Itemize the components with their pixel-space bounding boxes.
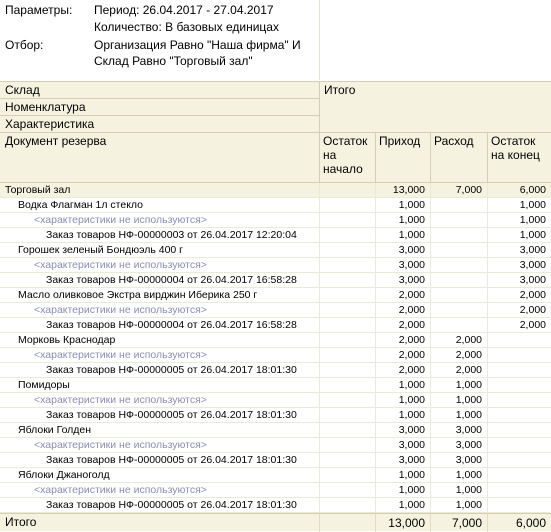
report-parameters bbox=[0, 0, 320, 80]
cell-receipt: 1,000 bbox=[375, 483, 430, 498]
cell-opening-balance bbox=[319, 243, 375, 258]
header-opening-balance: Остаток на начало bbox=[323, 134, 368, 176]
header-warehouse: Склад bbox=[5, 83, 40, 97]
cell-receipt: 1,000 bbox=[375, 468, 430, 483]
cell-opening-balance bbox=[319, 303, 375, 318]
cell-closing-balance bbox=[487, 483, 551, 498]
cell-receipt: 1,000 bbox=[375, 228, 430, 243]
cell-expense bbox=[430, 198, 487, 213]
cell-closing-balance bbox=[487, 408, 551, 423]
cell-closing-balance: 3,000 bbox=[487, 243, 551, 258]
cell-expense bbox=[430, 288, 487, 303]
cell-receipt: 3,000 bbox=[375, 243, 430, 258]
total-row bbox=[0, 513, 551, 531]
row-name: Морковь Краснодар bbox=[18, 334, 116, 346]
cell-opening-balance bbox=[319, 288, 375, 303]
total-label: Итого bbox=[5, 515, 37, 529]
cell-closing-balance: 1,000 bbox=[487, 228, 551, 243]
cell-expense: 2,000 bbox=[430, 348, 487, 363]
cell-receipt: 3,000 bbox=[375, 453, 430, 468]
row-name: <характеристики не используются> bbox=[34, 214, 207, 226]
cell-receipt: 1,000 bbox=[375, 498, 430, 513]
table-header bbox=[0, 81, 551, 183]
table-body bbox=[0, 183, 551, 531]
row-name: Заказ товаров НФ-00000004 от 26.04.2017 16:58:28 bbox=[46, 274, 297, 286]
header-expense: Расход bbox=[434, 134, 474, 148]
cell-opening-balance bbox=[319, 453, 375, 468]
table-row[interactable] bbox=[0, 183, 551, 198]
row-name: Горошек зеленый Бондюэль 400 г bbox=[18, 244, 183, 256]
table-row[interactable] bbox=[0, 408, 551, 423]
parameters-label: Параметры: bbox=[5, 3, 73, 17]
row-name: Торговый зал bbox=[5, 184, 71, 196]
cell-opening-balance bbox=[319, 258, 375, 273]
row-name: <характеристики не используются> bbox=[34, 349, 207, 361]
cell-expense: 3,000 bbox=[430, 423, 487, 438]
header-characteristic: Характеристика bbox=[5, 117, 95, 131]
cell-receipt: 2,000 bbox=[375, 288, 430, 303]
cell-closing-balance bbox=[487, 348, 551, 363]
row-name: <характеристики не используются> bbox=[34, 304, 207, 316]
cell-opening-balance bbox=[319, 348, 375, 363]
cell-opening-balance bbox=[319, 183, 375, 198]
cell-expense bbox=[430, 228, 487, 243]
cell-expense: 3,000 bbox=[430, 438, 487, 453]
cell-closing-balance: 1,000 bbox=[487, 198, 551, 213]
cell-opening-balance bbox=[319, 273, 375, 288]
cell-expense bbox=[430, 303, 487, 318]
cell-closing-balance: 1,000 bbox=[487, 213, 551, 228]
cell-closing-balance bbox=[487, 453, 551, 468]
cell-closing-balance bbox=[487, 498, 551, 513]
row-name: Помидоры bbox=[18, 379, 70, 391]
total-expense: 7,000 bbox=[430, 514, 487, 532]
row-name: Заказ товаров НФ-00000005 от 26.04.2017 18:01:30 bbox=[46, 364, 297, 376]
cell-opening-balance bbox=[319, 498, 375, 513]
row-name: Заказ товаров НФ-00000005 от 26.04.2017 18:01:30 bbox=[46, 409, 297, 421]
table-row[interactable] bbox=[0, 213, 551, 228]
cell-closing-balance: 2,000 bbox=[487, 303, 551, 318]
cell-closing-balance: 2,000 bbox=[487, 318, 551, 333]
cell-expense: 1,000 bbox=[430, 483, 487, 498]
filter-label: Отбор: bbox=[5, 38, 44, 52]
total-closing-balance: 6,000 bbox=[487, 514, 551, 532]
cell-closing-balance: 3,000 bbox=[487, 258, 551, 273]
table-row[interactable] bbox=[0, 378, 551, 393]
cell-receipt: 3,000 bbox=[375, 423, 430, 438]
cell-opening-balance bbox=[319, 393, 375, 408]
cell-closing-balance bbox=[487, 393, 551, 408]
cell-opening-balance bbox=[319, 333, 375, 348]
table-row[interactable] bbox=[0, 468, 551, 483]
cell-expense bbox=[430, 273, 487, 288]
row-name: <характеристики не используются> bbox=[34, 394, 207, 406]
table-row[interactable] bbox=[0, 423, 551, 438]
table-row[interactable] bbox=[0, 483, 551, 498]
table-row[interactable] bbox=[0, 453, 551, 468]
cell-receipt: 2,000 bbox=[375, 363, 430, 378]
cell-expense: 3,000 bbox=[430, 453, 487, 468]
cell-expense: 1,000 bbox=[430, 408, 487, 423]
cell-receipt: 1,000 bbox=[375, 408, 430, 423]
cell-receipt: 1,000 bbox=[375, 213, 430, 228]
cell-opening-balance bbox=[319, 228, 375, 243]
quantity-text: Количество: В базовых единицах bbox=[94, 20, 279, 34]
header-receipt: Приход bbox=[379, 134, 421, 148]
table-row[interactable] bbox=[0, 438, 551, 453]
cell-receipt: 13,000 bbox=[375, 183, 430, 198]
cell-closing-balance bbox=[487, 423, 551, 438]
row-name: Масло оливковое Экстра вирджин Иберика 250 г bbox=[18, 289, 258, 301]
cell-opening-balance bbox=[319, 438, 375, 453]
cell-opening-balance bbox=[319, 483, 375, 498]
cell-closing-balance: 6,000 bbox=[487, 183, 551, 198]
cell-expense bbox=[430, 318, 487, 333]
cell-receipt: 2,000 bbox=[375, 348, 430, 363]
row-name: Заказ товаров НФ-00000003 от 26.04.2017 12:20:04 bbox=[46, 229, 297, 241]
cell-expense: 1,000 bbox=[430, 378, 487, 393]
table-row[interactable] bbox=[0, 498, 551, 513]
cell-opening-balance bbox=[319, 213, 375, 228]
table-row[interactable] bbox=[0, 363, 551, 378]
cell-opening-balance bbox=[319, 408, 375, 423]
cell-receipt: 3,000 bbox=[375, 258, 430, 273]
cell-expense: 2,000 bbox=[430, 363, 487, 378]
header-nomenclature: Номенклатура bbox=[5, 100, 86, 114]
cell-expense: 7,000 bbox=[430, 183, 487, 198]
table-row[interactable] bbox=[0, 198, 551, 213]
total-receipt: 13,000 bbox=[375, 514, 430, 532]
table-row[interactable] bbox=[0, 288, 551, 303]
cell-opening-balance bbox=[319, 198, 375, 213]
row-name: <характеристики не используются> bbox=[34, 439, 207, 451]
table-row[interactable] bbox=[0, 228, 551, 243]
cell-expense: 1,000 bbox=[430, 498, 487, 513]
row-name: <характеристики не используются> bbox=[34, 259, 207, 271]
cell-receipt: 3,000 bbox=[375, 273, 430, 288]
filter-line-1: Организация Равно "Наша фирма" И bbox=[94, 38, 301, 52]
cell-closing-balance: 3,000 bbox=[487, 273, 551, 288]
cell-receipt: 1,000 bbox=[375, 378, 430, 393]
table-row[interactable] bbox=[0, 258, 551, 273]
table-row[interactable] bbox=[0, 318, 551, 333]
row-name: Заказ товаров НФ-00000005 от 26.04.2017 18:01:30 bbox=[46, 454, 297, 466]
cell-opening-balance bbox=[319, 378, 375, 393]
table-row[interactable] bbox=[0, 348, 551, 363]
cell-expense bbox=[430, 258, 487, 273]
cell-closing-balance bbox=[487, 468, 551, 483]
cell-opening-balance bbox=[319, 468, 375, 483]
row-name: Заказ товаров НФ-00000004 от 26.04.2017 16:58:28 bbox=[46, 319, 297, 331]
cell-opening-balance bbox=[319, 423, 375, 438]
cell-opening-balance bbox=[319, 318, 375, 333]
header-closing-balance: Остаток на конец bbox=[491, 134, 540, 162]
filter-line-2: Склад Равно "Торговый зал" bbox=[94, 54, 253, 68]
table-row[interactable] bbox=[0, 273, 551, 288]
table-row[interactable] bbox=[0, 393, 551, 408]
cell-closing-balance bbox=[487, 333, 551, 348]
cell-expense bbox=[430, 213, 487, 228]
parameters-divider bbox=[319, 0, 320, 80]
cell-opening-balance bbox=[319, 363, 375, 378]
header-reserve-document: Документ резерва bbox=[5, 134, 107, 148]
cell-receipt: 2,000 bbox=[375, 333, 430, 348]
row-name: Заказ товаров НФ-00000005 от 26.04.2017 18:01:30 bbox=[46, 499, 297, 511]
header-total: Итого bbox=[324, 83, 356, 97]
cell-expense bbox=[430, 243, 487, 258]
cell-expense: 2,000 bbox=[430, 333, 487, 348]
row-name: Яблоки Голден bbox=[18, 424, 92, 436]
row-name: Яблоки Джаноголд bbox=[18, 469, 110, 481]
cell-closing-balance: 2,000 bbox=[487, 288, 551, 303]
table-row[interactable] bbox=[0, 303, 551, 318]
cell-expense: 1,000 bbox=[430, 393, 487, 408]
cell-receipt: 1,000 bbox=[375, 393, 430, 408]
cell-expense: 1,000 bbox=[430, 468, 487, 483]
table-row[interactable] bbox=[0, 333, 551, 348]
period-text: Период: 26.04.2017 - 27.04.2017 bbox=[94, 3, 274, 17]
cell-closing-balance bbox=[487, 438, 551, 453]
row-name: Водка Флагман 1л стекло bbox=[18, 199, 143, 211]
total-opening-balance bbox=[319, 514, 375, 532]
cell-closing-balance bbox=[487, 363, 551, 378]
cell-receipt: 2,000 bbox=[375, 303, 430, 318]
cell-receipt: 2,000 bbox=[375, 318, 430, 333]
cell-closing-balance bbox=[487, 378, 551, 393]
row-name: <характеристики не используются> bbox=[34, 484, 207, 496]
cell-receipt: 1,000 bbox=[375, 198, 430, 213]
table-row[interactable] bbox=[0, 243, 551, 258]
cell-receipt: 3,000 bbox=[375, 438, 430, 453]
